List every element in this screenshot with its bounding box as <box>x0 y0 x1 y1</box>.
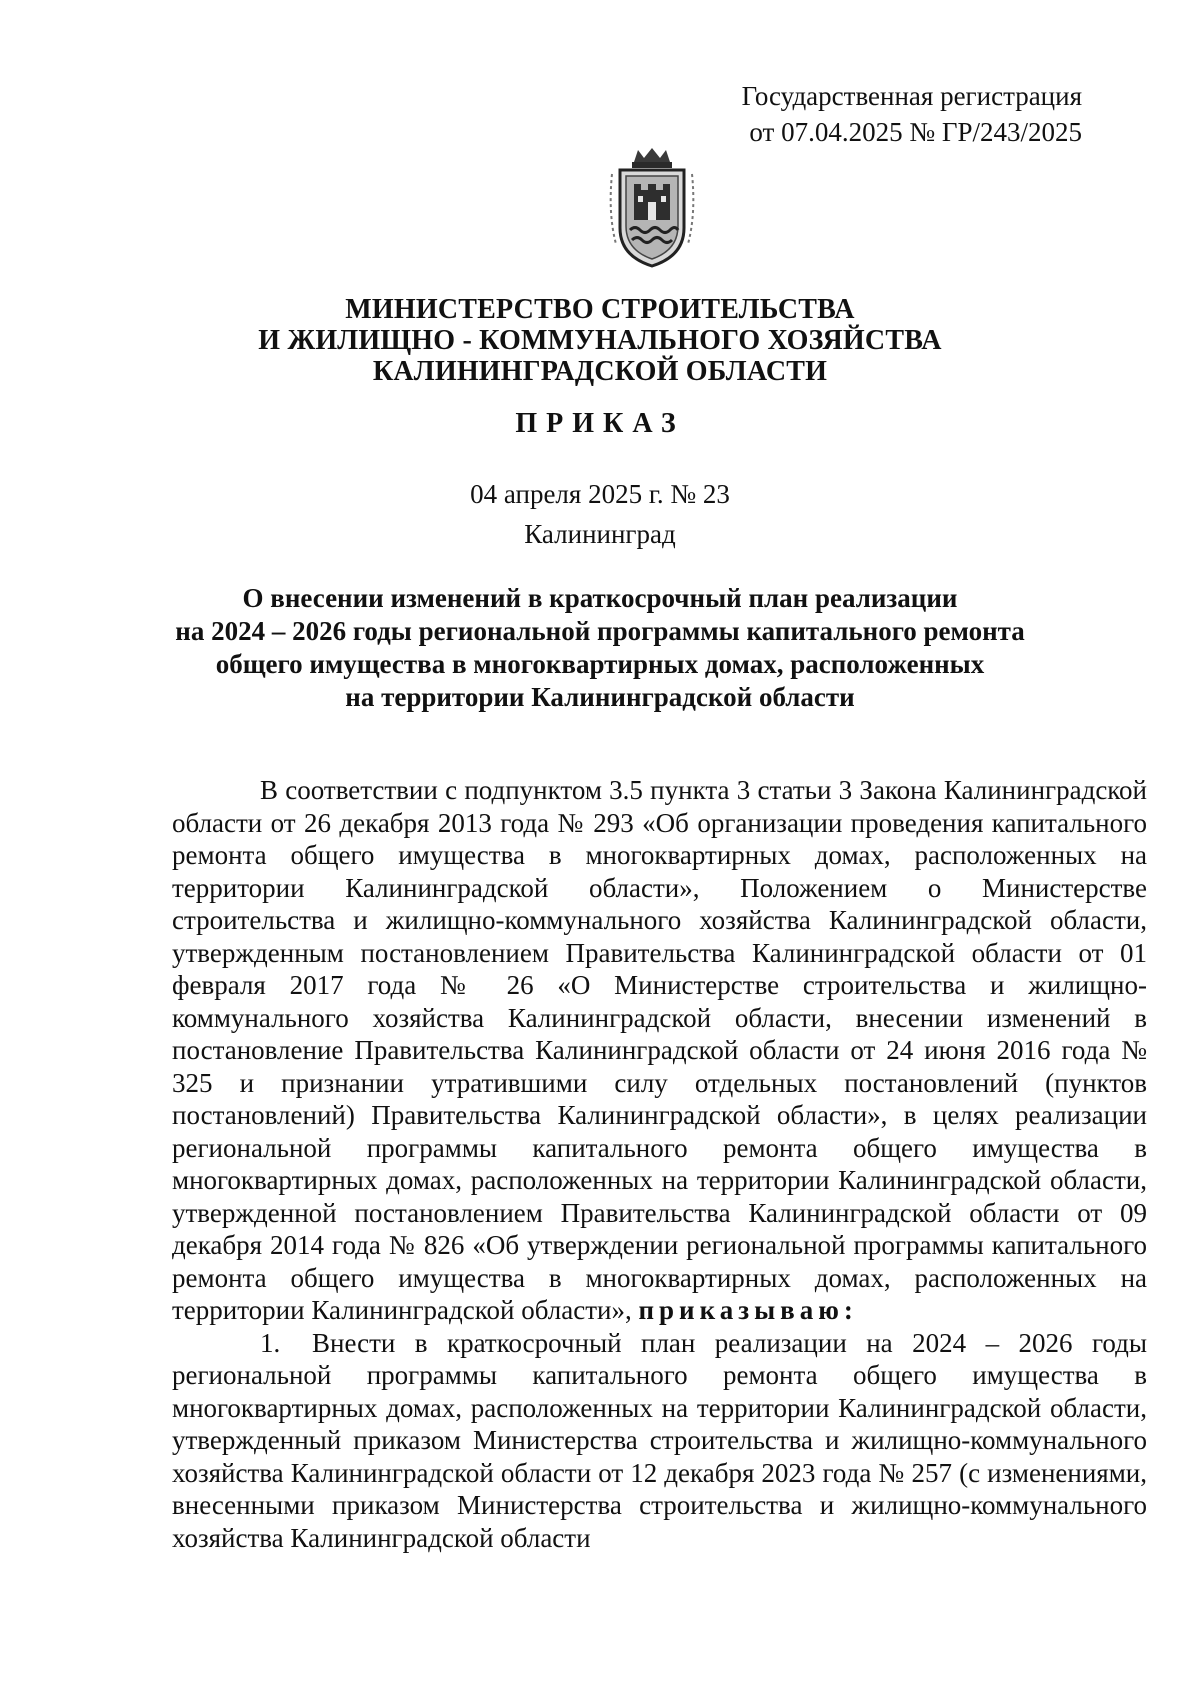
item-1-number: 1. <box>260 1327 281 1358</box>
ministry-line-3: КАЛИНИНГРАДСКОЙ ОБЛАСТИ <box>372 356 828 387</box>
registration-stamp <box>742 78 1082 150</box>
preamble-text: В соответствии с подпунктом 3.5 пункта 3 статьи 3 Закона Калининградской области от 26 декабря 2013 года № 293 «Об организации проведения капитального ремонта общего имущества в многоквартирных домах, расположенных на территории Калининградской области», Положением о Министерстве строительства и жилищно-коммунального хозяйства Калининградской области, утвержденным постановлением Правительства Калининградской области от 01 февраля 2017 года № 26 «О Министерстве строительства и жилищно-коммунального хозяйства Калининградской области, внесении изменений в постановление Правительства Калининградской области от 24 июня 2016 года № 325 и признании утратившими силу отдельных постановлений (пунктов постановлений) Правительства Калининградской области», в целях реализации региональной программы капитального ремонта общего имущества в многоквартирных домах, расположенных на территории Калининградской области, утвержденной постановлением Правительства Калининградской области от 09 декабря 2014 года № 826 «Об утверждении региональной программы капитального ремонта общего имущества в многоквартирных домах, расположенных на территории Калининградской области», <box>172 775 1147 1325</box>
order-meta <box>0 474 1200 554</box>
ministry-line-2: И ЖИЛИЩНО - КОММУНАЛЬНОГО ХОЗЯЙСТВА <box>258 325 942 356</box>
item-1-text: Внести в краткосрочный план реализации на 2024 – 2026 годы региональной программы капитального ремонта общего имущества в многоквартирных домах, расположенных на территории Калининградской области, утвержденный приказом Министерства строительства и жилищно-коммунального хозяйства Калининградской области от 12 декабря 2023 года № 257 (с изменениями, внесенными приказом Министерства строительства и жилищно-коммунального хозяйства Калининградской области <box>172 1327 1147 1553</box>
order-city: Калининград <box>524 519 676 549</box>
order-title: ПРИКАЗ <box>515 408 685 439</box>
registration-line-1: Государственная регистрация <box>741 81 1082 111</box>
preamble-paragraph <box>172 774 1147 1327</box>
registration-line-2: от 07.04.2025 № ГР/243/2025 <box>749 117 1082 147</box>
ministry-heading <box>0 294 1200 387</box>
subject-line-2: на 2024 – 2026 годы региональной программы капитального ремонта <box>175 616 1025 646</box>
ministry-line-1: МИНИСТЕРСТВО СТРОИТЕЛЬСТВА <box>345 294 855 325</box>
item-1-paragraph <box>172 1327 1147 1555</box>
subject-line-3: общего имущества в многоквартирных домах, расположенных <box>215 649 985 679</box>
order-subject <box>0 582 1200 714</box>
order-date-number: 04 апреля 2025 г. № 23 <box>470 479 730 509</box>
coat-of-arms-icon <box>604 144 700 272</box>
subject-line-1: О внесении изменений в краткосрочный план реализации <box>242 583 958 613</box>
subject-line-4: на территории Калининградской области <box>345 682 855 712</box>
order-body <box>172 774 1147 1554</box>
decree-word: приказываю: <box>638 1295 858 1325</box>
